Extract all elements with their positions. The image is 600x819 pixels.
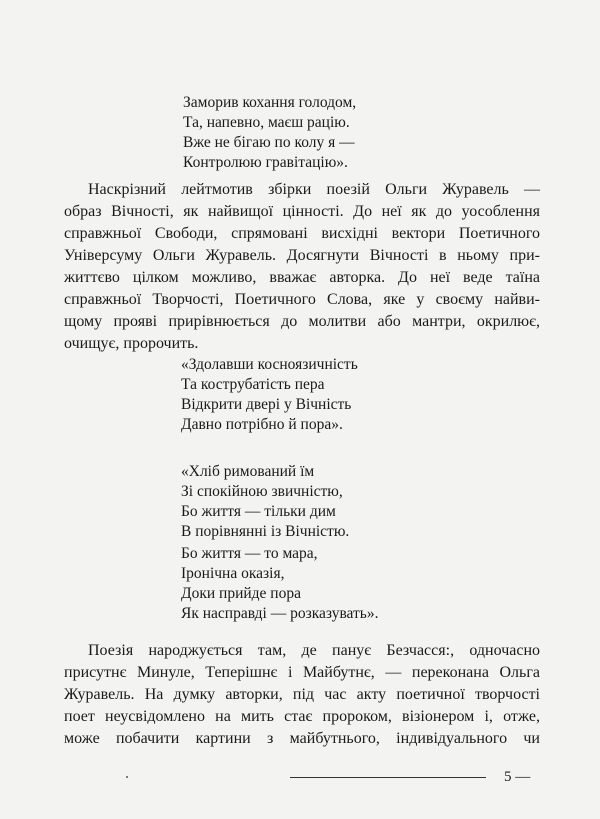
poem-stanza-2 [181, 355, 358, 435]
poem-line: Доки прийде пора [181, 585, 301, 602]
poem-line: Іронічна оказія, [181, 565, 285, 582]
poem-line: «Хліб римований їм [181, 463, 315, 480]
speck-mark [126, 776, 128, 778]
poem-line: Заморив кохання голодом, [183, 94, 357, 111]
poem-line: «Здолавши косноязичність [181, 356, 358, 373]
poem-line: В порівнянні із Вічністю. [181, 523, 350, 540]
paragraph-line: очищує, пророчить. [64, 335, 199, 352]
paragraph-line: поет неусвідомлено на мить стає пророком, візіонером і, отже, [64, 708, 540, 725]
poem-line: Бо життя — тільки дим [181, 503, 336, 520]
body-paragraph-1 [64, 179, 540, 355]
poem-line: Відкрити двері у Вічність [181, 396, 352, 413]
paragraph-line: життєво цілком можливо, вважає авторка. До неї веде таїна [64, 269, 540, 286]
poem-stanza-1 [183, 93, 356, 173]
paragraph-line: Наскрізний лейтмотив збірки поезій Ольги Журавель — [88, 181, 540, 198]
poem-line: Контролюю гравітацію». [183, 154, 348, 171]
paragraph-line: Поезія народжується там, де панує Безчасся:, одночасно [88, 642, 540, 659]
page-number: 5 — [504, 769, 531, 785]
poem-stanza-4 [181, 544, 379, 624]
poem-line: Та, напевно, маєш рацію. [183, 114, 350, 131]
paragraph-line: справжньої Свободи, спрямовані висхідні вектори Поетичного [64, 225, 540, 242]
poem-line: Зі спокійною звичністю, [181, 483, 343, 500]
paragraph-line: Універсуму Ольги Журавель. Досягнути Вічності в ньому при- [64, 247, 540, 264]
poem-line: Як насправді — розказувать». [181, 605, 379, 622]
footer-rule [290, 777, 486, 778]
poem-line: Та кострубатість пера [181, 376, 325, 393]
poem-line: Вже не бігаю по колу я — [183, 134, 355, 151]
paragraph-line: може побачити картини з майбутнього, індивідуального чи [64, 730, 540, 747]
poem-line: Давно потрібно й пора». [181, 416, 343, 433]
body-paragraph-2 [64, 640, 540, 750]
paragraph-line: щому прояві прирівнюється до молитви або мантри, окрилює, [64, 313, 540, 330]
paragraph-line: справжньої Творчості, Поетичного Слова, яке у своєму найви- [64, 291, 540, 308]
paragraph-line: Журавель. На думку авторки, під час акту поетичної творчості [64, 686, 540, 703]
paragraph-line: присутнє Минуле, Теперішнє і Майбутнє, — переконана Ольга [64, 664, 540, 681]
poem-line: Бо життя — то мара, [181, 545, 318, 562]
paragraph-line: образ Вічності, як найвищої цінності. До неї як до уособлення [64, 203, 540, 220]
poem-stanza-3 [181, 462, 349, 542]
